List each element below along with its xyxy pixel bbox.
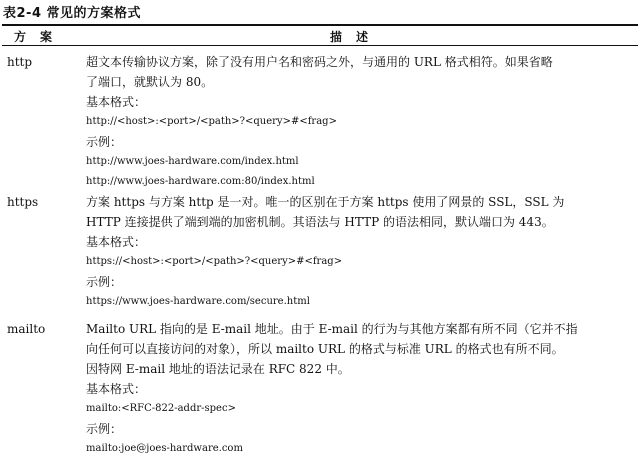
- example-label: 示例：: [86, 135, 123, 149]
- scheme-description: [86, 192, 636, 312]
- table-caption: 表2-4 常见的方案格式: [3, 6, 142, 21]
- description-line: 了端口，就默认为 80。: [86, 75, 214, 89]
- scheme-name: mailto: [7, 322, 46, 336]
- scheme-name: https: [7, 195, 39, 209]
- header-description: 描述: [330, 30, 383, 44]
- basic-format-label: 基本格式：: [86, 235, 147, 249]
- description-line: Mailto URL 指向的是 E-mail 地址。由于 E-mail 的行为与其他方案都有所不同（它并不指: [86, 322, 578, 336]
- description-line: 超文本传输协议方案，除了没有用户名和密码之外，与通用的 URL 格式相符。如果省略: [86, 55, 553, 69]
- table-top-rule: [2, 24, 638, 26]
- description-line: HTTP 连接提供了端到端的加密机制。其语法与 HTTP 的语法相同，默认端口为 443。: [86, 215, 554, 229]
- description-line: 方案 https 与方案 http 是一对。唯一的区别在于方案 https 使用了网景的 SSL，SSL 为: [86, 195, 565, 209]
- basic-format: http://<host>:<port>/<path>?<query>#<frag>: [86, 116, 337, 127]
- scheme-description: [86, 319, 636, 459]
- table-header: [0, 27, 644, 45]
- table-header-rule: [2, 45, 638, 46]
- scheme-description: [86, 52, 636, 192]
- example-label: 示例：: [86, 275, 123, 289]
- basic-format-label: 基本格式：: [86, 382, 147, 396]
- example-url: https://www.joes-hardware.com/secure.html: [86, 296, 310, 307]
- example-label: 示例：: [86, 422, 123, 436]
- basic-format-label: 基本格式：: [86, 95, 147, 109]
- example-url: http://www.joes-hardware.com:80/index.html: [86, 176, 315, 187]
- example-url: http://www.joes-hardware.com/index.html: [86, 156, 299, 167]
- header-scheme: 方案: [14, 30, 67, 44]
- example-url: mailto:joe@joes-hardware.com: [86, 443, 243, 454]
- scheme-name: http: [7, 55, 33, 69]
- basic-format: mailto:<RFC-822-addr-spec>: [86, 403, 236, 414]
- description-line: 因特网 E-mail 地址的语法记录在 RFC 822 中。: [86, 362, 350, 376]
- description-line: 向任何可以直接访问的对象），所以 mailto URL 的格式与标准 URL 的格式也有所不同。: [86, 342, 564, 356]
- basic-format: https://<host>:<port>/<path>?<query>#<frag>: [86, 256, 343, 267]
